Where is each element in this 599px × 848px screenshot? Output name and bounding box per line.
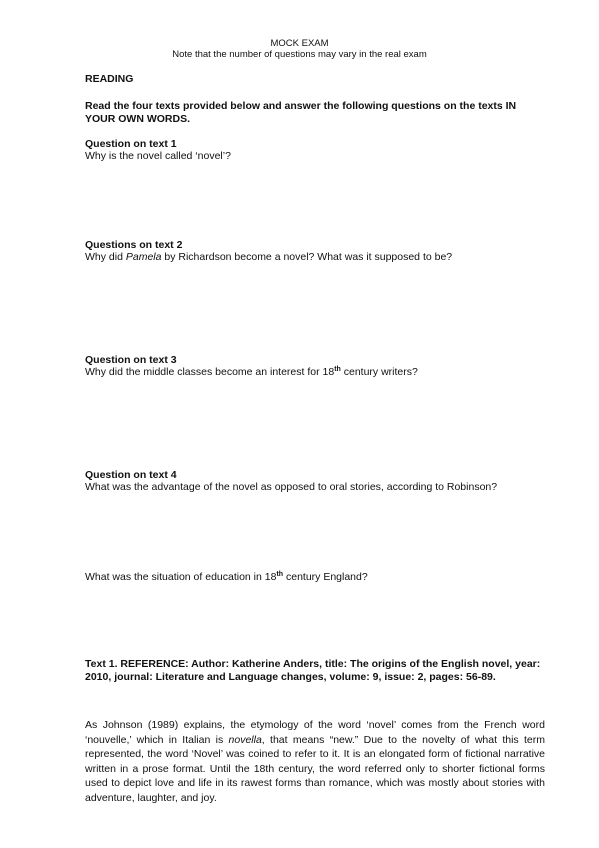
instructions: Read the four texts provided below and answer the following questions on the texts IN YOUR OWN WORDS.	[85, 100, 517, 125]
exam-note: Note that the number of questions may vary in the real exam	[172, 49, 427, 60]
question-text-3-post: century writers?	[340, 366, 418, 378]
text1-body-em: novella	[228, 733, 262, 746]
question-text-5	[85, 571, 368, 584]
question-text-2	[85, 251, 452, 264]
question-text-2-title: Pamela	[125, 251, 162, 263]
question-text-5-sup: th	[276, 571, 284, 578]
question-text-2-post: by Richardson become a novel? What was it supposed to be?	[161, 251, 453, 263]
question-text-3-sup: th	[334, 366, 341, 373]
text1-body-post: , that means “new.” Due to the novelty of what this term represented, the word ‘Novel’ was coined to refer to it. It is an elongated form of fictional narrative written in a prose format. Until the 18th century, the word referred only to shorter fictional forms used to depict love and life in its rawest forms than romance, which was mostly about stories with adventure, laughter, and joy.	[85, 733, 545, 804]
question-text-5-pre: What was the situation of education in 18	[85, 571, 277, 583]
question-text-1: Why is the novel called ‘novel’?	[85, 150, 231, 162]
question-text-4: What was the advantage of the novel as opposed to oral stories, according to Robinson?	[85, 481, 498, 493]
question-heading-2: Questions on text 2	[85, 239, 183, 251]
text1-reference: Text 1. REFERENCE: Author: Katherine Anders, title: The origins of the English novel, year: 2010, journal: Literature and Language changes, volume: 9, issue: 2, pages: 56-89.	[85, 658, 541, 683]
text1-body	[85, 718, 545, 806]
question-text-3	[85, 366, 418, 379]
question-heading-3: Question on text 3	[85, 354, 177, 366]
text1-body-pre: As Johnson (1989) explains, the etymology of the word ‘novel’ comes from the French word ‘nouvelle,’ which in Italian is	[85, 719, 545, 746]
question-heading-1: Question on text 1	[85, 138, 177, 150]
exam-title: MOCK EXAM	[270, 38, 329, 49]
section-heading: READING	[85, 73, 134, 85]
question-text-2-pre: Why did	[85, 251, 126, 263]
question-heading-4: Question on text 4	[85, 469, 177, 481]
question-text-3-pre: Why did the middle classes become an interest for 18	[85, 366, 335, 378]
question-text-5-post: century England?	[283, 571, 368, 583]
